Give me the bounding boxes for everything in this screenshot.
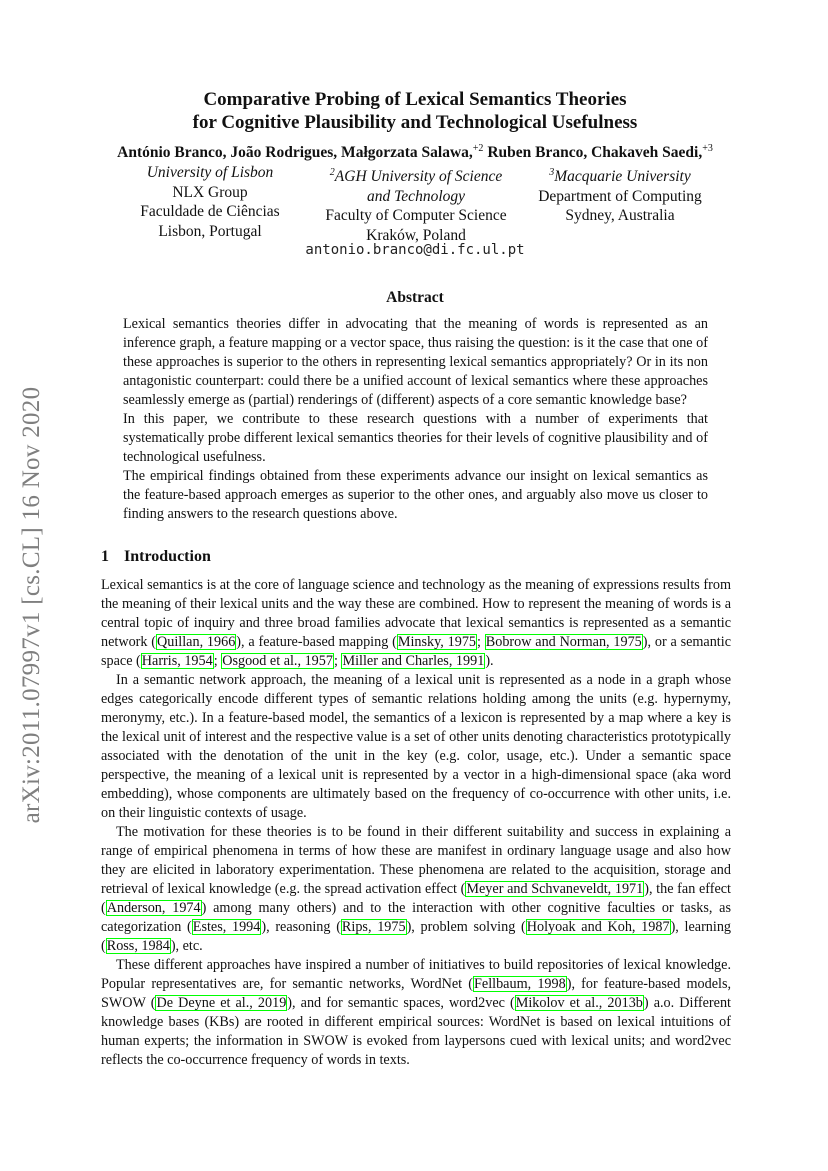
section-number: 1 xyxy=(101,548,109,565)
title-line-2: for Cognitive Plausibility and Technological Usefulness xyxy=(192,112,638,133)
title-line-1: Comparative Probing of Lexical Semantics Theories xyxy=(203,89,627,110)
citation-link[interactable]: Minsky, 1975 xyxy=(397,634,477,650)
citation-link[interactable]: Quillan, 1966 xyxy=(157,634,236,650)
introduction-body xyxy=(101,576,731,1070)
affiliation-line: Lisbon, Portugal xyxy=(158,222,262,240)
intro-paragraph-4: These different approaches have inspired a number of initiatives to build repositories of lexical knowledge. Popular representatives are, for semantic networks, WordNet (Fellbaum, 1998), for feature-based models, SWOW (De Deyne et al., 2019), and for semantic spaces, word2vec (Mikolov et al., 2013b) a.o. Different knowledge bases (KBs) are rooted in different empirical sources: WordNet is based on lexical intuitions of human experts; the information in SWOW is evoked from laypersons cued with lexical units; and word2vec reflects the co-occurrence frequency of words in texts. xyxy=(101,957,732,1068)
citation-link[interactable]: Harris, 1954 xyxy=(141,653,213,669)
citation-link[interactable]: Estes, 1994 xyxy=(192,919,261,935)
citation-link[interactable]: Anderson, 1974 xyxy=(106,900,201,916)
authors-part-b: Ruben Branco, Chakaveh Saedi, xyxy=(483,144,703,162)
affiliation-line: Kraków, Poland xyxy=(366,226,466,244)
affiliation-line: Department of Computing xyxy=(538,187,702,205)
affiliation-line: $^3$Macquarie University xyxy=(549,167,691,186)
abstract-paragraph: The empirical findings obtained from these experiments advance our insight on lexical semantics as the feature-based approach emerges as superior to the other ones, and arguably also move us closer to finding answers to the research questions above. xyxy=(123,468,708,522)
affiliation-agh xyxy=(300,163,532,245)
affil-mark-2: +2 xyxy=(472,143,484,154)
citation-link[interactable]: Meyer and Schvaneveldt, 1971 xyxy=(466,881,644,897)
paper-title xyxy=(100,88,730,134)
citation-link[interactable]: Fellbaum, 1998 xyxy=(474,976,566,992)
section-heading-introduction xyxy=(101,548,211,566)
affiliation-line: $^2$AGH University of Science xyxy=(329,167,503,186)
affiliation-line: Sydney, Australia xyxy=(565,207,675,225)
citation-link[interactable]: De Deyne et al., 2019 xyxy=(156,995,287,1011)
abstract-paragraph: In this paper, we contribute to these research questions with a number of experiments that systematically probe different lexical semantics theories for their levels of cognitive plausibility and of technological usefulness. xyxy=(123,411,708,465)
abstract-heading: Abstract xyxy=(386,289,444,306)
section-title: Introduction xyxy=(124,548,211,565)
citation-link[interactable]: Mikolov et al., 2013b xyxy=(515,995,643,1011)
affiliation-line: NLX Group xyxy=(172,183,248,201)
affiliation-macquarie xyxy=(525,163,715,226)
affil-number: 2 xyxy=(329,167,335,178)
citation-link[interactable]: Osgood et al., 1957 xyxy=(222,653,333,669)
contact-email: antonio.branco@di.fc.ul.pt xyxy=(305,242,525,258)
arxiv-identifier: arXiv:2011.07997v1 [cs.CL] 16 Nov 2020 xyxy=(18,386,45,824)
citation-link[interactable]: Ross, 1984 xyxy=(106,938,170,954)
affiliation-line: Faculty of Computer Science xyxy=(325,207,507,225)
arxiv-sidebar xyxy=(6,360,58,850)
intro-paragraph-2: In a semantic network approach, the meaning of a lexical unit is represented as a node in a graph whose edges categorically encode different types of semantic relations holding among the units (e.g. hypernymy, meronymy, etc.). In a feature-based model, the semantics of a lexicon is represented by a map where a key is the lexical unit of interest and the respective value is a set of other units denoting characteristics prototypically associated with the denotation of the unit in the key (e.g. color, usage, etc.). Under a semantic space perspective, the meaning of a lexical unit is represented by a vector in a high-dimensional space (aka word embedding), whose components are ultimately based on the frequency of co-occurrence with other units, i.e. on their linguistic contexts of usage. xyxy=(101,672,731,821)
affil-mark-3: +3 xyxy=(702,143,713,154)
citation-link[interactable]: Rips, 1975 xyxy=(341,919,406,935)
citation-link[interactable]: Holyoak and Koh, 1987 xyxy=(526,919,670,935)
intro-paragraph-1: Lexical semantics is at the core of language science and technology as the meaning of expressions results from the meaning of their lexical units and the way these are combined. How to represent the meaning of words is a central topic of inquiry and three broad families advocate that lexical semantics is represented as a semantic network (Quillan, 1966), a feature-based mapping (Minsky, 1975; Bobrow and Norman, 1975), or a semantic space (Harris, 1954; Osgood et al., 1957; Miller and Charles, 1991). xyxy=(101,577,731,669)
affiliation-line: University of Lisbon xyxy=(146,164,274,181)
affiliation-line: Faculdade de Ciências xyxy=(140,203,280,220)
abstract-paragraph: Lexical semantics theories differ in advocating that the meaning of words is represented as an inference graph, a feature mapping or a vector space, thus raising the question: is it the case that one of these approaches is superior to the others in representing lexical semantics appropriately? Or in its non antagonistic counterpart: could there be a unified account of lexical semantics where these approaches seamlessly emerge as (partial) renderings of (different) aspects of a core semantic knowledge base? xyxy=(123,316,708,408)
affiliation-line: and Technology xyxy=(366,187,466,205)
author-list xyxy=(60,143,770,162)
affil-number: 3 xyxy=(549,167,555,178)
abstract-body xyxy=(123,315,708,524)
affiliation-lisbon xyxy=(120,163,300,241)
intro-paragraph-3: The motivation for these theories is to be found in their different suitability and success in explaining a range of empirical phenomena in terms of how these are manifest in ordinary language usage and also how they are elicited in laboratory experimentation. These phenomena are related to the acquisition, storage and retrieval of lexical knowledge (e.g. the spread activation effect (Meyer and Schvaneveldt, 1971), the fan effect (Anderson, 1974) among many others) and to the interaction with other cognitive faculties or tasks, as categorization (Estes, 1994), reasoning (Rips, 1975), problem solving (Holyoak and Koh, 1987), learning (Ross, 1984), etc. xyxy=(101,824,732,954)
citation-link[interactable]: Miller and Charles, 1991 xyxy=(342,653,485,669)
authors-part-a: António Branco, João Rodrigues, Małgorzata Salawa, xyxy=(117,144,473,162)
citation-link[interactable]: Bobrow and Norman, 1975 xyxy=(485,634,642,650)
